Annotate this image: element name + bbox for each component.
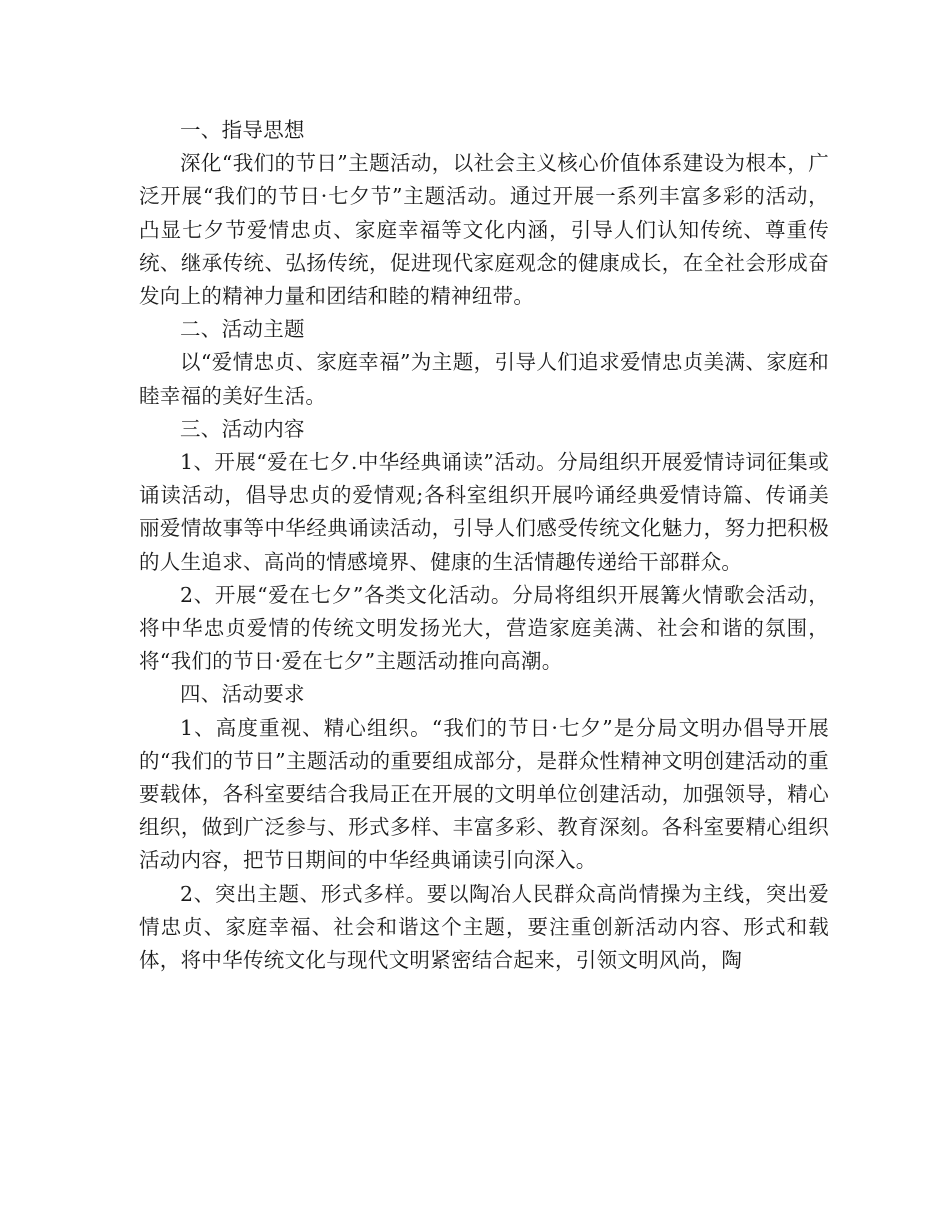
paragraph-activity-requirements-2: 2、突出主题、形式多样。要以陶冶人民群众高尚情操为主线，突出爱情忠贞、家庭幸福、社会和谐这个主题，要注重创新活动内容、形式和载体，将中华传统文化与现代文明紧密结合起来，引领文明风尚，陶 (139, 881, 829, 973)
section-heading-activity-content: 三、活动内容 (180, 416, 305, 441)
paragraph-guiding-ideology: 深化“我们的节日”主题活动，以社会主义核心价值体系建设为根本，广泛开展“我们的节日·七夕节”主题活动。通过开展一系列丰富多彩的活动，凸显七夕节爱情忠贞、家庭幸福等文化内涵，引导人们认知传统、尊重传统、继承传统、弘扬传统，促进现代家庭观念的健康成长，在全社会形成奋发向上的精神力量和团结和睦的精神纽带。 (139, 151, 829, 309)
section-heading-guiding-ideology: 一、指导思想 (180, 118, 305, 142)
paragraph-activity-content-2: 2、开展“爱在七夕”各类文化活动。分局将组织开展篝火情歌会活动，将中华忠贞爱情的传统文明发扬光大，营造家庭美满、社会和谐的氛围，将“我们的节日·爱在七夕”主题活动推向高潮。 (139, 582, 829, 674)
paragraph-activity-theme: 以“爱情忠贞、家庭幸福”为主题，引导人们追求爱情忠贞美满、家庭和睦幸福的美好生活。 (139, 350, 829, 408)
section-heading-activity-theme: 二、活动主题 (180, 317, 305, 342)
section-heading-activity-requirements: 四、活动要求 (180, 682, 305, 707)
paragraph-activity-content-1: 1、开展“爱在七夕.中华经典诵读”活动。分局组织开展爱情诗词征集或诵读活动，倡导忠贞的爱情观;各科室组织开展吟诵经典爱情诗篇、传诵美丽爱情故事等中华经典诵读活动，引导人们感受传统文化魅力，努力把积极的人生追求、高尚的情感境界、健康的生活情趣传递给干部群众。 (139, 450, 829, 574)
document-body (139, 114, 829, 977)
paragraph-activity-requirements-1: 1、高度重视、精心组织。“我们的节日·七夕”是分局文明办倡导开展的“我们的节日”主题活动的重要组成部分，是群众性精神文明创建活动的重要载体，各科室要结合我局正在开展的文明单位创建活动，加强领导，精心组织，做到广泛参与、形式多样、丰富多彩、教育深刻。各科室要精心组织活动内容，把节日期间的中华经典诵读引向深入。 (139, 715, 829, 873)
